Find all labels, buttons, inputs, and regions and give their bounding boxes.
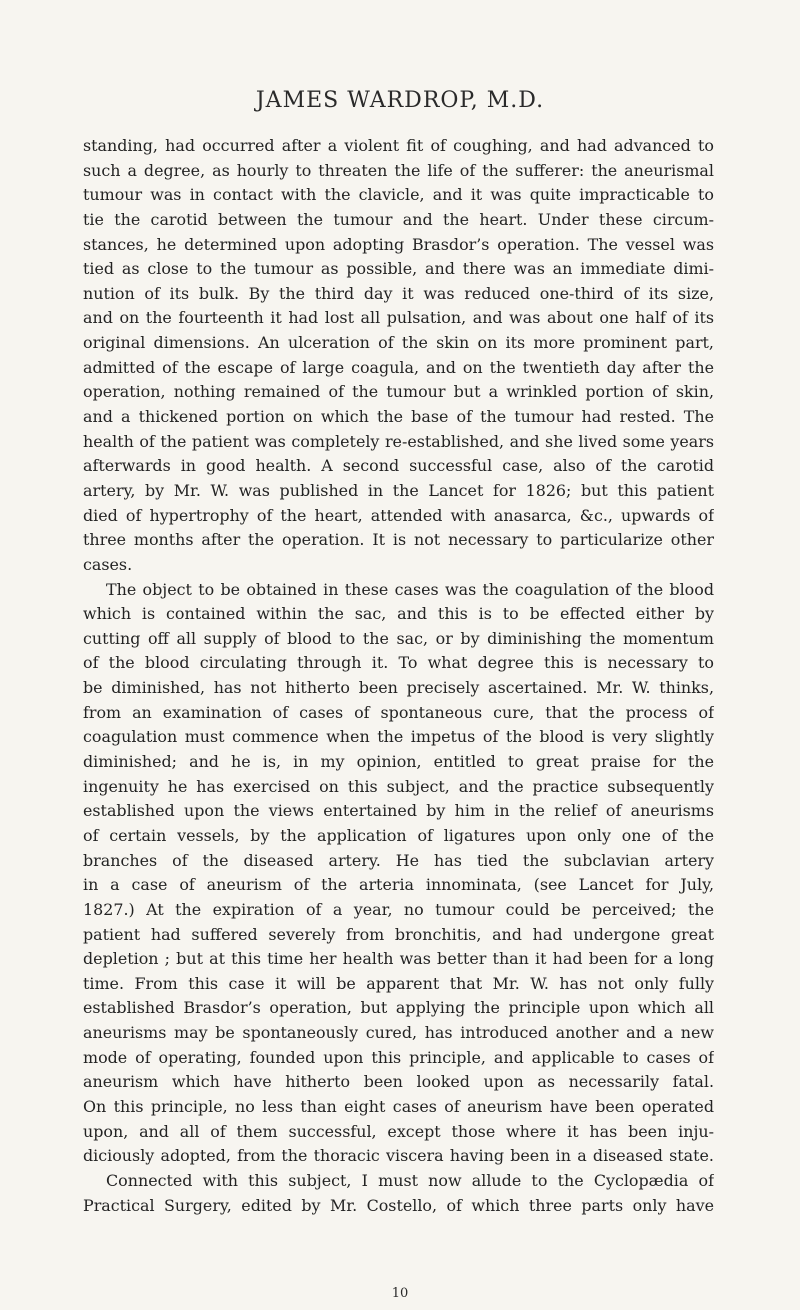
text-line: of the blood circulating through it. To what degree this is necessary to [83,653,714,673]
text-line: died of hypertrophy of the heart, attended with anasarca, &c., upwards of [83,505,714,525]
text-line: of certain vessels, by the application of ligatures upon only one of the [83,825,714,845]
text-line: tied as close to the tumour as possible, and there was an immediate dimi- [83,259,714,279]
text-line: aneurisms may be spontaneously cured, has introduced another and a new [83,1023,714,1043]
text-line: artery, by Mr. W. was published in the Lancet for 1826; but this patient [83,480,714,500]
text-line: cases. [83,554,133,574]
text-line: admitted of the escape of large coagula, and on the twentieth day after the [83,357,714,377]
text-line: nution of its bulk. By the third day it was reduced one-third of its size, [83,283,714,303]
text-line: ingenuity he has exercised on this subject, and the practice subsequently [83,776,714,796]
text-line: established upon the views entertained by him in the relief of aneurisms [83,801,714,821]
body-text [83,134,714,1218]
running-title: JAMES WARDROP, M.D. [255,88,545,113]
text-line: Connected with this subject, I must now allude to the Cyclopædia of [106,1170,714,1190]
text-line: be diminished, has not hitherto been precisely ascertained. Mr. W. thinks, [83,678,714,698]
text-line: afterwards in good health. A second successful case, also of the carotid [83,456,714,476]
text-line: diciously adopted, from the thoracic viscera having been in a diseased state. [83,1146,714,1166]
text-line: in a case of aneurism of the arteria innominata, (see Lancet for July, [83,875,714,895]
text-line: On this principle, no less than eight cases of aneurism have been operated [83,1096,714,1116]
text-line: mode of operating, founded upon this principle, and applicable to cases of [83,1047,714,1067]
text-line: depletion ; but at this time her health was better than it had been for a long [83,949,714,969]
text-line: The object to be obtained in these cases was the coagulation of the blood [106,579,714,599]
text-line: time. From this case it will be apparent that Mr. W. has not only fully [83,973,714,993]
page-number: 10 [391,1286,409,1301]
text-line: three months after the operation. It is not necessary to particularize other [83,530,714,550]
text-line: tie the carotid between the tumour and the heart. Under these circum- [83,209,714,229]
text-line: which is contained within the sac, and this is to be effected either by [83,604,714,624]
text-line: standing, had occurred after a violent fit of coughing, and had advanced to [83,136,714,155]
text-line: operation, nothing remained of the tumour but a wrinkled portion of skin, [83,382,714,402]
text-line: such a degree, as hourly to threaten the life of the sufferer: the aneurismal [83,160,714,180]
text-line: coagulation must commence when the impetus of the blood is very slightly [83,727,714,747]
text-line: 1827.) At the expiration of a year, no tumour could be perceived; the [83,899,714,919]
text-line: and on the fourteenth it had lost all pulsation, and was about one half of its [83,308,714,328]
text-line: branches of the diseased artery. He has tied the subclavian artery [83,850,714,870]
text-line: cutting off all supply of blood to the sac, or by diminishing the momentum [83,628,714,648]
text-line: Practical Surgery, edited by Mr. Costello, of which three parts only have [83,1195,714,1215]
text-line: stances, he determined upon adopting Brasdor’s operation. The vessel was [83,234,714,254]
text-line: upon, and all of them successful, except those where it has been inju- [83,1121,714,1141]
text-line: diminished; and he is, in my opinion, entitled to great praise for the [83,752,714,772]
text-line: established Brasdor’s operation, but applying the principle upon which all [83,998,714,1018]
text-line: aneurism which have hitherto been looked upon as necessarily fatal. [83,1072,714,1092]
text-line: patient had suffered severely from bronchitis, and had undergone great [83,924,714,944]
text-line: and a thickened portion on which the base of the tumour had rested. The [83,407,714,427]
text-line: tumour was in contact with the clavicle, and it was quite impracticable to [83,185,714,205]
text-line: from an examination of cases of spontaneous cure, that the process of [83,702,714,722]
text-line: original dimensions. An ulceration of the skin on its more prominent part, [83,333,714,353]
text-line: health of the patient was completely re-established, and she lived some years [83,431,714,451]
